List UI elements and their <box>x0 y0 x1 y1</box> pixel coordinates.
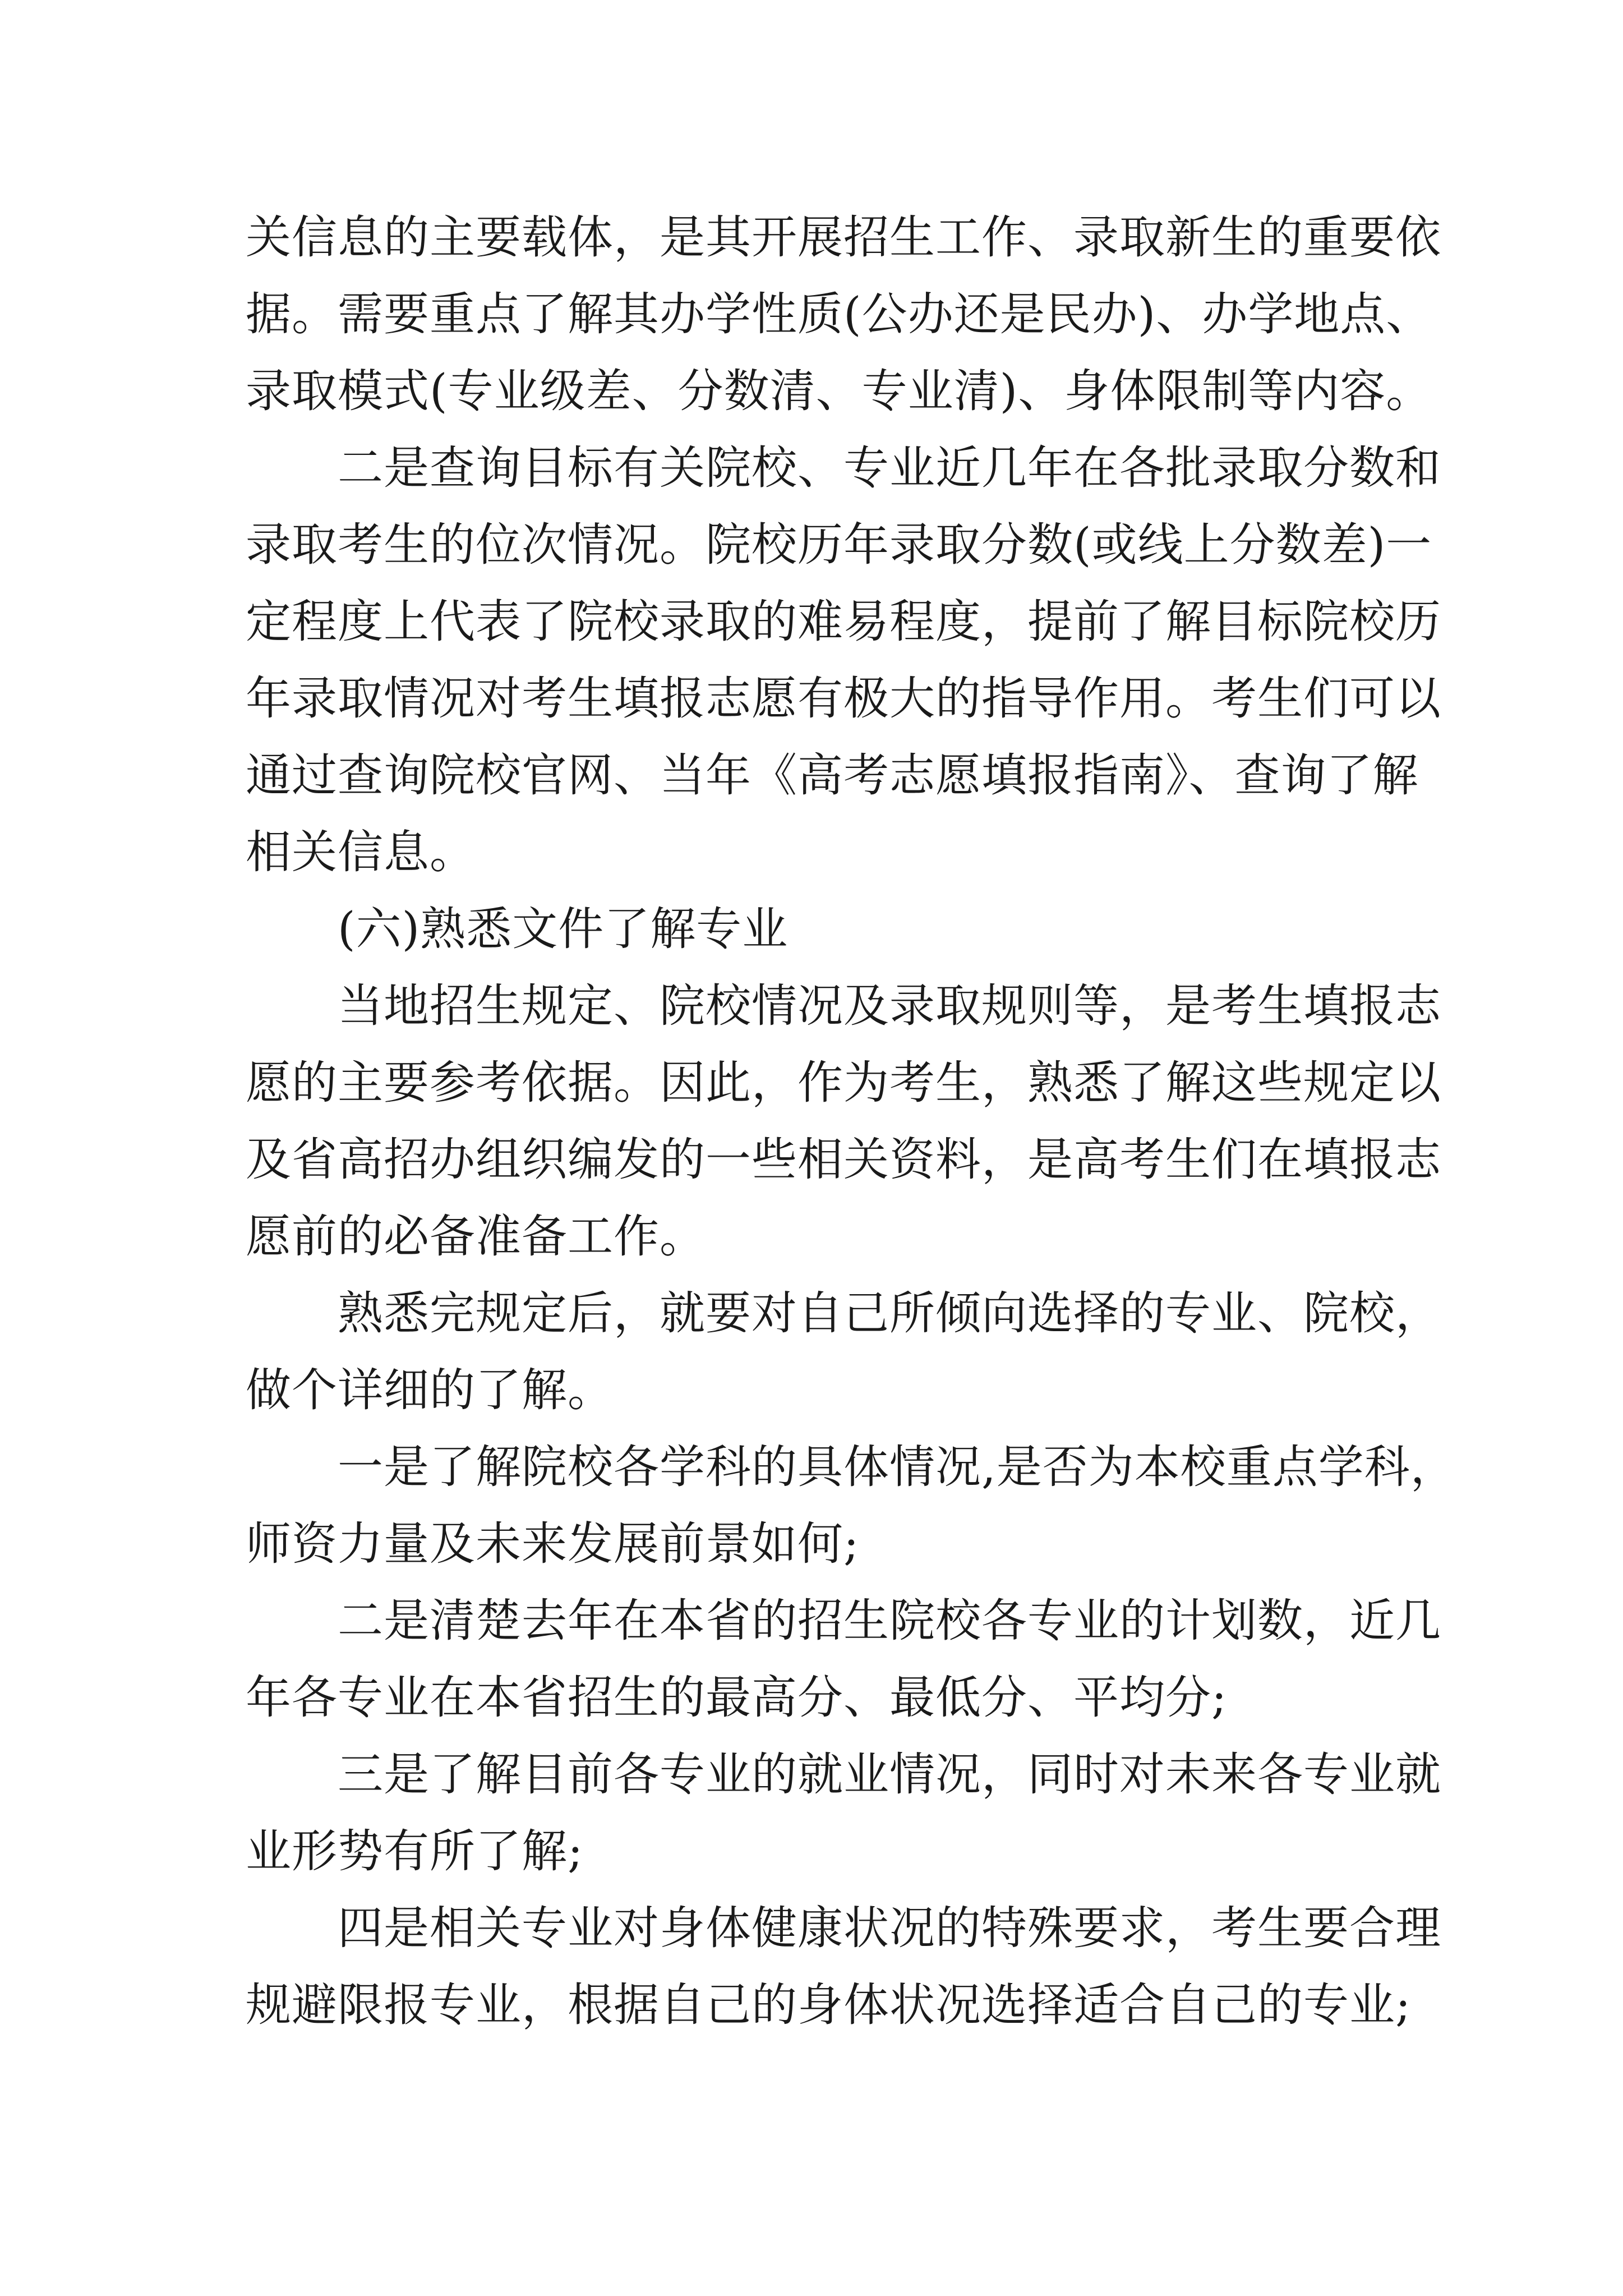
text-line: 熟悉完规定后，就要对自己所倾向选择的专业、院校， <box>338 1287 1442 1340</box>
text-line: 据。需要重点了解其办学性质(公办还是民办)、办学地点、 <box>246 288 1432 341</box>
body-text <box>246 200 1456 2044</box>
text-line: 师资力量及未来发展前景如何; <box>246 1518 860 1571</box>
text-line: 当地招生规定、院校情况及录取规则等，是考生填报志 <box>338 980 1442 1033</box>
text-line: 相关信息。 <box>246 826 476 879</box>
text-line: 及省高招办组织编发的一些相关资料，是高考生们在填报志 <box>246 1134 1442 1186</box>
text-line: 二是查询目标有关院校、专业近几年在各批录取分数和 <box>338 442 1442 495</box>
text-line: 业形势有所了解; <box>246 1825 584 1878</box>
text-line: 年各专业在本省招生的最高分、最低分、平均分; <box>246 1672 1228 1724</box>
text-line: 愿的主要参考依据。因此，作为考生，熟悉了解这些规定以 <box>246 1057 1442 1110</box>
text-line: 关信息的主要载体，是其开展招生工作、录取新生的重要依 <box>246 211 1442 264</box>
text-line: 愿前的必备准备工作。 <box>246 1211 706 1263</box>
text-line: 定程度上代表了院校录取的难易程度，提前了解目标院校历 <box>246 596 1442 648</box>
text-line: 规避限报专业，根据自己的身体状况选择适合自己的专业; <box>246 1979 1412 2032</box>
text-line: 三是了解目前各专业的就业情况，同时对未来各专业就 <box>338 1749 1442 1801</box>
text-line: 通过查询院校官网、当年《高考志愿填报指南》、查询了解 <box>246 749 1419 802</box>
text-line: 四是相关专业对身体健康状况的特殊要求，考生要合理 <box>338 1902 1442 1955</box>
text-line: 录取模式(专业级差、分数清、专业清)、身体限制等内容。 <box>246 365 1432 418</box>
text-line: 录取考生的位次情况。院校历年录取分数(或线上分数差)一 <box>246 519 1432 572</box>
text-line: 年录取情况对考生填报志愿有极大的指导作用。考生们可以 <box>246 673 1442 725</box>
text-line: 二是清楚去年在本省的招生院校各专业的计划数，近几 <box>338 1595 1442 1648</box>
text-line: 一是了解院校各学科的具体情况,是否为本校重点学科， <box>338 1441 1456 1494</box>
section-heading: (六)熟悉文件了解专业 <box>338 903 789 956</box>
text-line: 做个详细的了解。 <box>246 1364 614 1417</box>
